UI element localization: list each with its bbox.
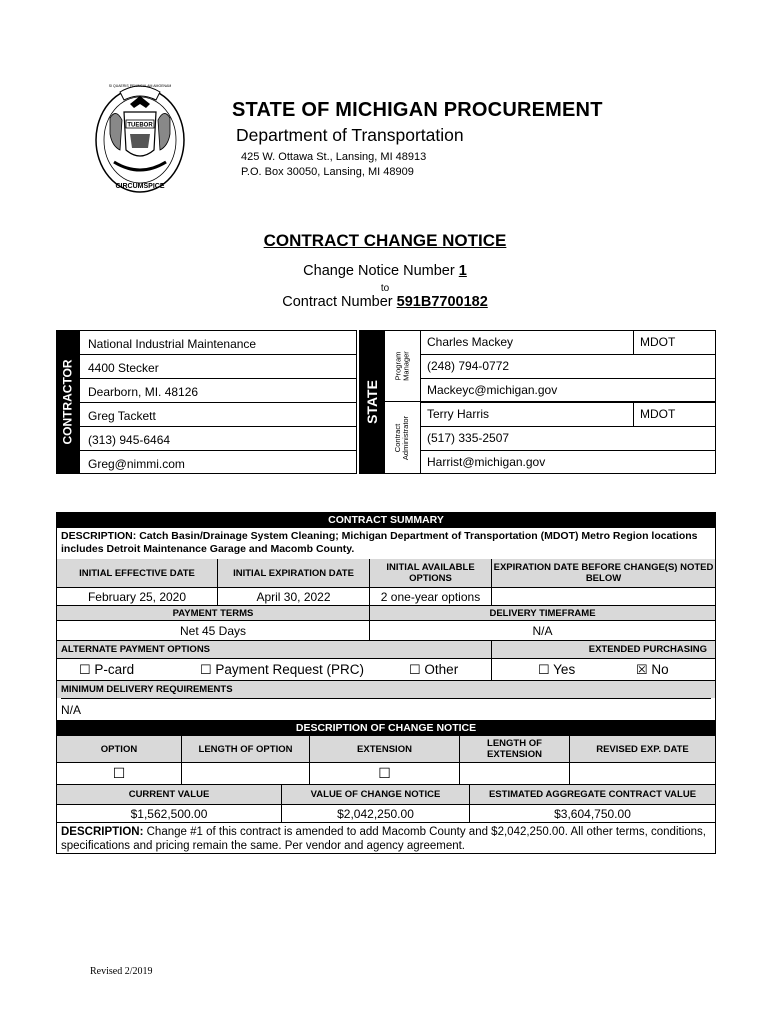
address-line-2: P.O. Box 30050, Lansing, MI 48909 [241,166,414,178]
other-option[interactable]: ☐ Other [409,662,459,677]
other-checkbox-icon[interactable]: ☐ [409,662,421,677]
current-value: $1,562,500.00 [57,804,281,822]
pm-agency: MDOT [633,331,675,355]
contractor-phone: (313) 945-6464 [80,427,356,451]
contractor-info [79,330,357,474]
contractor-contact: Greg Tackett [80,403,356,427]
department-address [241,150,426,180]
alt-payment-options [57,658,491,680]
state-contacts [420,330,716,474]
min-delivery-label: MINIMUM DELIVERY REQUIREMENTS [57,680,715,698]
prc-option[interactable]: ☐ Payment Request (PRC) [200,662,364,677]
option-checkbox-icon[interactable]: ☐ [57,762,181,784]
extended-purchasing-options [491,658,715,680]
change-title: DESCRIPTION OF CHANGE NOTICE [57,720,715,736]
change-value: $2,042,250.00 [281,804,469,822]
initial-expiration-date: April 30, 2022 [217,587,369,605]
notice-title: CONTRACT CHANGE NOTICE [263,231,507,250]
col-expiration-before: EXPIRATION DATE BEFORE CHANGE(S) NOTED BELOW [491,559,715,587]
initial-effective-date: February 25, 2020 [57,587,217,605]
department-name: Department of Transportation [236,125,464,145]
pcard-option[interactable]: ☐ P-card [79,662,135,677]
yes-checkbox-icon[interactable]: ☐ [538,662,550,677]
col-initial-options: INITIAL AVAILABLE OPTIONS [369,559,491,587]
contract-number: Contract Number 591B7700182 [282,294,488,310]
aggregate-value-label: ESTIMATED AGGREGATE CONTRACT VALUE [469,784,715,804]
yes-option[interactable]: ☐ Yes [538,662,576,677]
pcard-checkbox-icon[interactable]: ☐ [79,662,91,677]
length-of-option-value [181,762,309,784]
state-label: STATE [359,330,384,474]
extended-purchasing-label: EXTENDED PURCHASING [491,640,715,658]
change-description: DESCRIPTION: Change #1 of this contract is amended to add Macomb County and $2,042,250.00. All other terms, conditions, specifications and pricing remain the same. Per vendor and agency agreement. [57,822,715,853]
ca-email: Harrist@michigan.gov [427,455,546,469]
expiration-before-change [491,587,715,605]
col-option: OPTION [57,736,181,762]
change-value-label: VALUE OF CHANGE NOTICE [281,784,469,804]
delivery-timeframe-label: DELIVERY TIMEFRAME [369,605,715,620]
ca-email-row [421,451,715,475]
pm-email-row [421,379,715,403]
contract-admin-label: Contract Administrator [384,402,420,474]
summary-description: DESCRIPTION: Catch Basin/Drainage System Cleaning; Michigan Department of Transportation (MDOT) Metro Region locations includes Detroit Maintenance Garage and Macomb County. [61,530,698,555]
alt-payment-label: ALTERNATE PAYMENT OPTIONS [57,640,491,658]
no-option[interactable]: ☒ No [636,662,669,677]
notice-to: to [380,283,390,294]
contractor-email: Greg@nimmi.com [88,457,185,471]
col-extension: EXTENSION [309,736,459,762]
program-manager-label: Program Manager [384,330,420,402]
aggregate-value: $3,604,750.00 [469,804,715,822]
prc-checkbox-icon[interactable]: ☐ [200,662,212,677]
summary-title: CONTRACT SUMMARY [57,513,715,528]
change-notice-number: Change Notice Number 1 [303,263,467,279]
pm-name: Charles Mackey [427,335,514,349]
col-initial-expiration: INITIAL EXPIRATION DATE [217,559,369,587]
ca-phone: (517) 335-2507 [427,431,510,445]
payment-terms-value: Net 45 Days [57,620,369,640]
payment-terms-label: PAYMENT TERMS [57,605,369,620]
ca-name-row [421,403,715,427]
procurement-title: STATE OF MICHIGAN PROCUREMENT [232,99,603,121]
revised-exp-date-value [569,762,715,784]
svg-text:SI QUAERIS PENINSULAM AMOENAM: SI QUAERIS PENINSULAM AMOENAM [108,84,172,88]
no-checked-checkbox-icon[interactable]: ☒ [636,662,648,677]
initial-options: 2 one-year options [369,587,491,605]
ca-phone-row [421,427,715,451]
ca-agency: MDOT [633,403,675,427]
min-delivery-value: N/A [61,698,711,720]
col-length-extension: LENGTH OF EXTENSION [459,736,569,762]
svg-text:TUEBOR: TUEBOR [127,122,153,129]
pm-phone-row [421,355,715,379]
address-line-1: 425 W. Ottawa St., Lansing, MI 48913 [241,151,427,163]
ca-name: Terry Harris [427,407,489,421]
contractor-street: 4400 Stecker [80,355,356,379]
contractor-label: CONTRACTOR [56,330,79,474]
state-seal-logo [90,78,190,196]
pm-phone: (248) 794-0772 [427,359,510,373]
pm-email: Mackeyc@michigan.gov [427,383,558,397]
delivery-timeframe-value: N/A [369,620,715,640]
length-of-extension-value [459,762,569,784]
contractor-name: National Industrial Maintenance [80,331,356,355]
col-length-option: LENGTH OF OPTION [181,736,309,762]
current-value-label: CURRENT VALUE [57,784,281,804]
col-initial-effective: INITIAL EFFECTIVE DATE [57,559,217,587]
svg-text:CIRCUMSPICE: CIRCUMSPICE [115,183,165,190]
extension-checkbox-icon[interactable]: ☐ [309,762,459,784]
contract-summary-table [56,512,716,854]
revision-footer: Revised 2/2019 [90,966,153,977]
col-revised-date: REVISED EXP. DATE [569,736,715,762]
pm-name-row [421,331,715,355]
contractor-city: Dearborn, MI. 48126 [80,379,356,403]
